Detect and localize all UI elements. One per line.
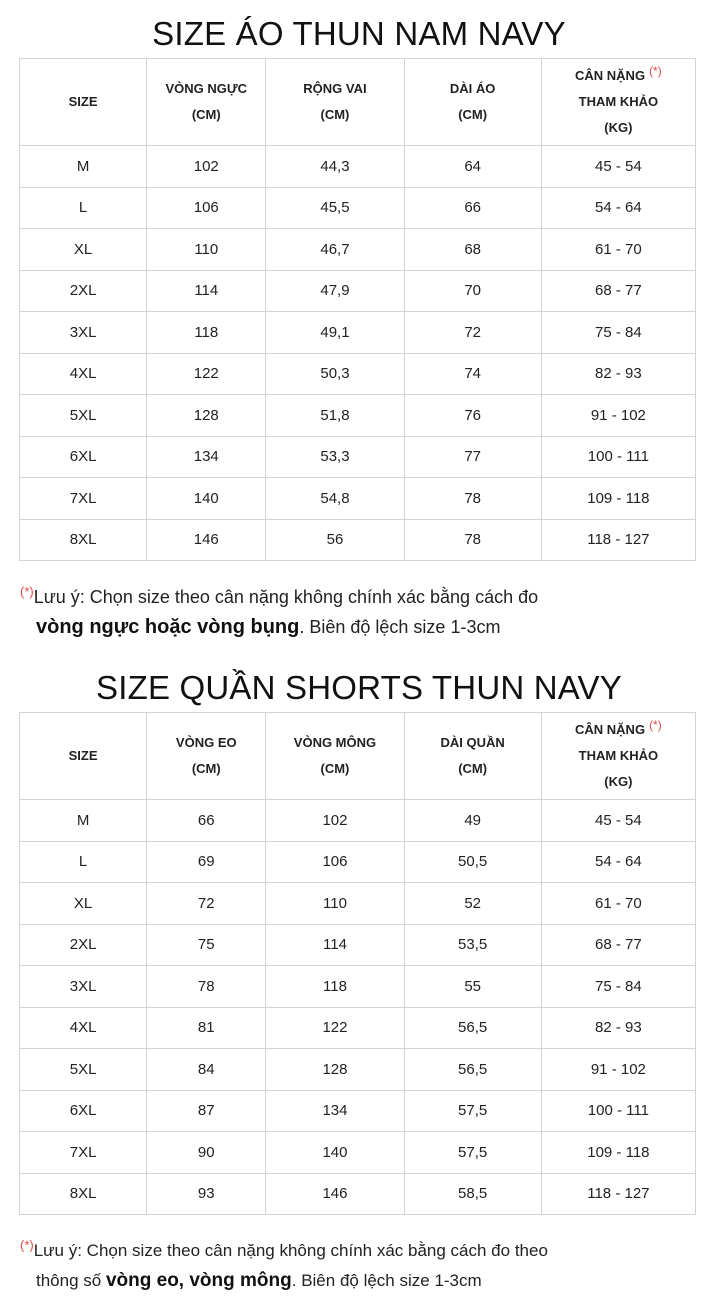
table-cell: 75 bbox=[147, 924, 266, 966]
asterisk-marker: (*) bbox=[20, 584, 34, 599]
table-cell: 110 bbox=[266, 883, 404, 925]
header-label: (CM) bbox=[191, 107, 221, 122]
table-cell: 54 - 64 bbox=[541, 841, 695, 883]
table-cell: L bbox=[20, 187, 147, 229]
table-cell: 122 bbox=[266, 1007, 404, 1049]
header-label: VÒNG NGỰC bbox=[165, 81, 248, 96]
table-cell: 68 - 77 bbox=[541, 270, 695, 312]
table-cell: 76 bbox=[404, 395, 541, 437]
table-cell: 74 bbox=[404, 353, 541, 395]
shorts-size-section bbox=[0, 654, 718, 1203]
asterisk-marker: (*) bbox=[20, 1237, 34, 1253]
table-cell: 56 bbox=[266, 519, 404, 561]
table-header-row bbox=[20, 59, 696, 146]
table-cell: 140 bbox=[266, 1132, 404, 1174]
header-length bbox=[404, 713, 541, 800]
table-cell: 64 bbox=[404, 146, 541, 188]
table-cell: 70 bbox=[404, 270, 541, 312]
table-cell: 45 - 54 bbox=[541, 146, 695, 188]
table-cell: 100 - 111 bbox=[541, 436, 695, 478]
table-cell: L bbox=[20, 841, 147, 883]
table-cell: 45 - 54 bbox=[541, 800, 695, 842]
header-label: RỘNG VAI bbox=[303, 81, 367, 96]
header-label: THAM KHẢO bbox=[578, 94, 659, 109]
table-cell: 134 bbox=[266, 1090, 404, 1132]
table-cell: 57,5 bbox=[404, 1132, 541, 1174]
table-cell: M bbox=[20, 800, 147, 842]
table-cell: 61 - 70 bbox=[541, 229, 695, 271]
table-cell: 140 bbox=[147, 478, 266, 520]
table-row bbox=[20, 478, 696, 520]
table-cell: 5XL bbox=[20, 395, 147, 437]
shirt-size-title: SIZE ÁO THUN NAM NAVY bbox=[152, 15, 566, 52]
table-cell: 109 - 118 bbox=[541, 478, 695, 520]
table-cell: 50,3 bbox=[266, 353, 404, 395]
header-label: DÀI ÁO bbox=[449, 81, 496, 96]
table-cell: 81 bbox=[147, 1007, 266, 1049]
header-label: SIZE bbox=[68, 94, 98, 109]
table-cell: 7XL bbox=[20, 1132, 147, 1174]
table-cell: 54,8 bbox=[266, 478, 404, 520]
table-cell: 75 - 84 bbox=[541, 966, 695, 1008]
table-cell: 8XL bbox=[20, 519, 147, 561]
table-cell: 6XL bbox=[20, 436, 147, 478]
shirt-size-note: (*)Lưu ý: Chọn size theo cân nặng không chính xác bằng cách đo vòng ngực hoặc vòng bụng. Biên độ lệch size 1-3cm bbox=[20, 584, 539, 638]
table-cell: 56,5 bbox=[404, 1007, 541, 1049]
table-cell: 57,5 bbox=[404, 1090, 541, 1132]
header-weight bbox=[541, 59, 695, 146]
table-cell: 114 bbox=[266, 924, 404, 966]
header-shoulder bbox=[266, 59, 404, 146]
header-chest bbox=[147, 59, 266, 146]
shirt-size-rows bbox=[20, 146, 696, 561]
table-cell: 93 bbox=[147, 1173, 266, 1215]
table-cell: 4XL bbox=[20, 353, 147, 395]
table-cell: 68 bbox=[404, 229, 541, 271]
table-cell: 46,7 bbox=[266, 229, 404, 271]
table-cell: 2XL bbox=[20, 270, 147, 312]
table-cell: 78 bbox=[404, 519, 541, 561]
table-cell: 52 bbox=[404, 883, 541, 925]
table-cell: 91 - 102 bbox=[541, 395, 695, 437]
table-cell: 2XL bbox=[20, 924, 147, 966]
table-cell: XL bbox=[20, 229, 147, 271]
table-cell: 82 - 93 bbox=[541, 353, 695, 395]
table-cell: 110 bbox=[147, 229, 266, 271]
table-cell: 77 bbox=[404, 436, 541, 478]
header-label: VÒNG EO bbox=[175, 735, 237, 750]
table-cell: 44,3 bbox=[266, 146, 404, 188]
asterisk-marker: (*) bbox=[649, 717, 662, 732]
header-waist bbox=[147, 713, 266, 800]
asterisk-marker: (*) bbox=[649, 63, 662, 78]
table-cell: 50,5 bbox=[404, 841, 541, 883]
table-row bbox=[20, 187, 696, 229]
table-cell: 69 bbox=[147, 841, 266, 883]
table-cell: 7XL bbox=[20, 478, 147, 520]
header-label: (CM) bbox=[458, 107, 488, 122]
shorts-size-rows bbox=[20, 800, 696, 1215]
table-cell: 102 bbox=[147, 146, 266, 188]
table-row bbox=[20, 1173, 696, 1215]
note-emphasis: vòng ngực hoặc vòng bụng bbox=[36, 616, 300, 638]
table-cell: 5XL bbox=[20, 1049, 147, 1091]
table-cell: 128 bbox=[266, 1049, 404, 1091]
table-cell: 47,9 bbox=[266, 270, 404, 312]
table-cell: 134 bbox=[147, 436, 266, 478]
table-cell: 6XL bbox=[20, 1090, 147, 1132]
table-header-row bbox=[20, 713, 696, 800]
table-cell: 84 bbox=[147, 1049, 266, 1091]
table-cell: 72 bbox=[404, 312, 541, 354]
table-cell: 55 bbox=[404, 966, 541, 1008]
table-cell: 114 bbox=[147, 270, 266, 312]
table-row bbox=[20, 883, 696, 925]
table-cell: 72 bbox=[147, 883, 266, 925]
header-label: (CM) bbox=[320, 107, 350, 122]
header-label: DÀI QUẦN bbox=[440, 735, 505, 750]
table-cell: 3XL bbox=[20, 966, 147, 1008]
header-label: THAM KHẢO bbox=[578, 748, 659, 763]
table-row bbox=[20, 1049, 696, 1091]
table-cell: 66 bbox=[147, 800, 266, 842]
table-cell: 118 bbox=[266, 966, 404, 1008]
table-row bbox=[20, 924, 696, 966]
table-row bbox=[20, 395, 696, 437]
shorts-size-table bbox=[19, 712, 696, 1215]
header-label: (CM) bbox=[191, 761, 221, 776]
header-weight bbox=[541, 713, 695, 800]
table-cell: 106 bbox=[266, 841, 404, 883]
table-cell: 118 - 127 bbox=[541, 1173, 695, 1215]
table-cell: 4XL bbox=[20, 1007, 147, 1049]
table-cell: 146 bbox=[147, 519, 266, 561]
table-row bbox=[20, 800, 696, 842]
table-row bbox=[20, 966, 696, 1008]
table-row bbox=[20, 270, 696, 312]
table-cell: 3XL bbox=[20, 312, 147, 354]
table-cell: 66 bbox=[404, 187, 541, 229]
table-cell: M bbox=[20, 146, 147, 188]
table-cell: 118 - 127 bbox=[541, 519, 695, 561]
header-size bbox=[20, 713, 147, 800]
table-cell: 51,8 bbox=[266, 395, 404, 437]
header-label: (CM) bbox=[458, 761, 488, 776]
table-cell: 102 bbox=[266, 800, 404, 842]
table-cell: 78 bbox=[404, 478, 541, 520]
table-cell: 49 bbox=[404, 800, 541, 842]
header-label: VÒNG MÔNG bbox=[293, 735, 377, 750]
shorts-size-note: (*)Lưu ý: Chọn size theo cân nặng không chính xác bằng cách đo theo thông số vòng eo, vòng mông. Biên độ lệch size 1-3cm bbox=[20, 1237, 548, 1291]
header-size bbox=[20, 59, 147, 146]
table-cell: 82 - 93 bbox=[541, 1007, 695, 1049]
table-row bbox=[20, 1090, 696, 1132]
table-cell: 91 - 102 bbox=[541, 1049, 695, 1091]
table-cell: 87 bbox=[147, 1090, 266, 1132]
table-cell: XL bbox=[20, 883, 147, 925]
table-cell: 109 - 118 bbox=[541, 1132, 695, 1174]
table-cell: 100 - 111 bbox=[541, 1090, 695, 1132]
header-label: (CM) bbox=[320, 761, 350, 776]
table-cell: 118 bbox=[147, 312, 266, 354]
header-label: (KG) bbox=[604, 774, 633, 789]
table-cell: 75 - 84 bbox=[541, 312, 695, 354]
table-cell: 122 bbox=[147, 353, 266, 395]
table-cell: 128 bbox=[147, 395, 266, 437]
header-label: (KG) bbox=[604, 120, 633, 135]
table-row bbox=[20, 1007, 696, 1049]
table-cell: 61 - 70 bbox=[541, 883, 695, 925]
table-row bbox=[20, 519, 696, 561]
header-label: CÂN NẶNG bbox=[575, 68, 646, 83]
table-cell: 49,1 bbox=[266, 312, 404, 354]
header-label: SIZE bbox=[68, 748, 98, 763]
table-row bbox=[20, 1132, 696, 1174]
table-cell: 56,5 bbox=[404, 1049, 541, 1091]
table-cell: 54 - 64 bbox=[541, 187, 695, 229]
note-emphasis: vòng eo, vòng mông bbox=[105, 1270, 292, 1291]
table-cell: 8XL bbox=[20, 1173, 147, 1215]
table-cell: 53,5 bbox=[404, 924, 541, 966]
table-cell: 78 bbox=[147, 966, 266, 1008]
table-cell: 58,5 bbox=[404, 1173, 541, 1215]
header-label: CÂN NẶNG bbox=[575, 722, 646, 737]
header-length bbox=[404, 59, 541, 146]
table-row bbox=[20, 229, 696, 271]
table-row bbox=[20, 353, 696, 395]
shirt-size-table bbox=[19, 58, 696, 561]
table-row bbox=[20, 436, 696, 478]
table-cell: 45,5 bbox=[266, 187, 404, 229]
shorts-size-title: SIZE QUẦN SHORTS THUN NAVY bbox=[96, 669, 622, 706]
table-row bbox=[20, 841, 696, 883]
table-cell: 53,3 bbox=[266, 436, 404, 478]
table-row bbox=[20, 312, 696, 354]
table-cell: 106 bbox=[147, 187, 266, 229]
table-cell: 146 bbox=[266, 1173, 404, 1215]
table-cell: 68 - 77 bbox=[541, 924, 695, 966]
shirt-size-section bbox=[0, 0, 718, 549]
table-cell: 90 bbox=[147, 1132, 266, 1174]
table-row bbox=[20, 146, 696, 188]
header-hip bbox=[266, 713, 404, 800]
